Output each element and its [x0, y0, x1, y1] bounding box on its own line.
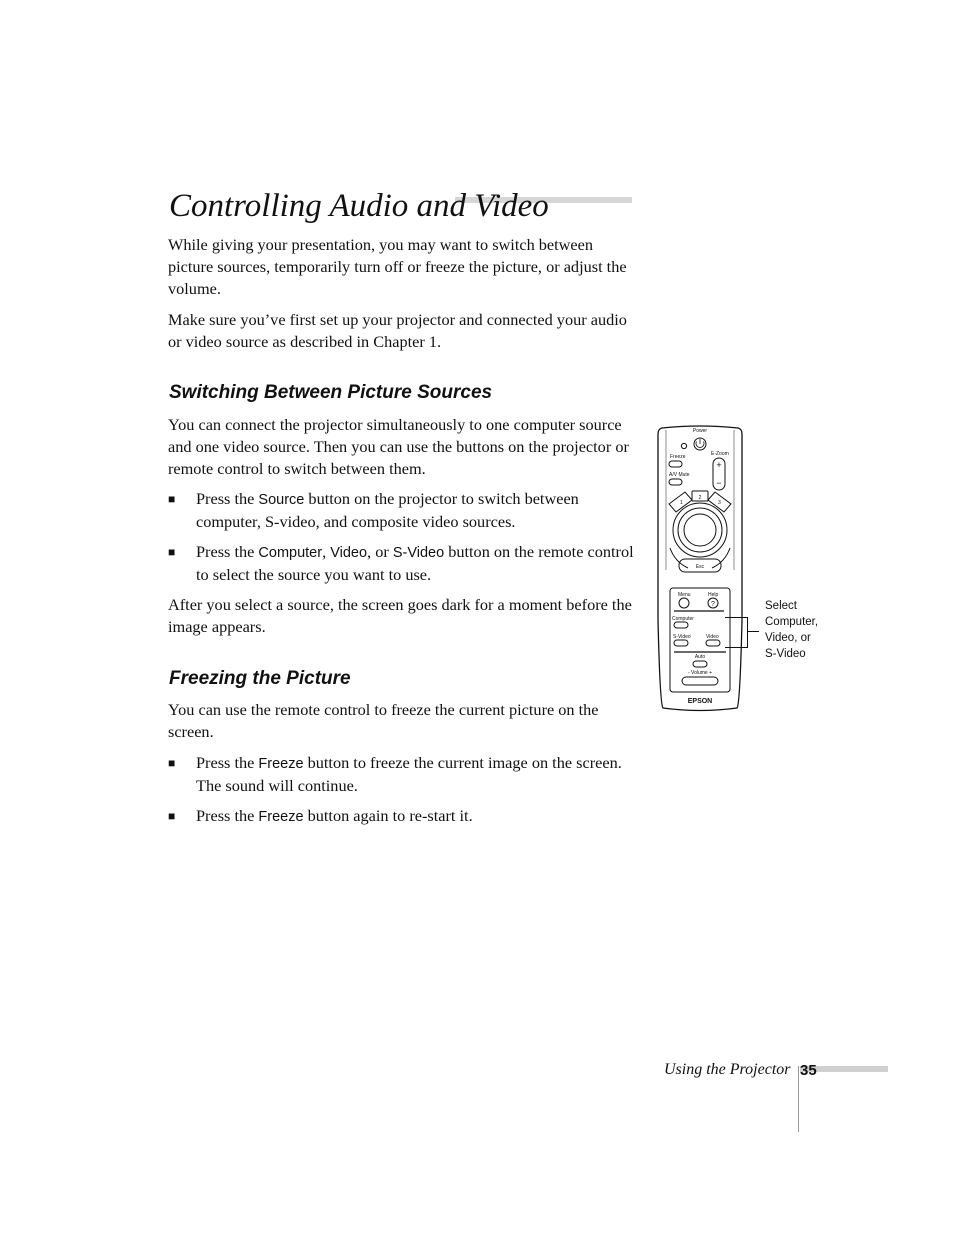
bullet-remote-sources-text: Press the Computer, Video, or S-Video button on the remote control to select the source you want to use. — [196, 542, 634, 584]
svideo-term: S-Video — [392, 545, 445, 561]
epson-logo: EPSON — [687, 698, 713, 705]
page-number: 35 — [800, 1062, 817, 1079]
avmute-button — [669, 479, 682, 485]
esc-label: Esc — [695, 564, 705, 570]
freeze-button — [669, 461, 682, 467]
bullet-square: ■ — [168, 545, 176, 559]
source-term: Source — [258, 492, 305, 508]
switching-intro-paragraph: You can connect the projector simultaneously to one computer source and one video source. Then you can use the buttons on the projector or remote control to switch between them. — [168, 415, 629, 478]
callout-line-2: Computer, — [765, 616, 819, 628]
remote-control-drawing — [650, 420, 850, 720]
pointer-pad-outer — [673, 503, 727, 557]
freeze-term: Freeze — [258, 756, 304, 772]
callout-bracket-top — [725, 617, 747, 618]
zoom-minus-icon: − — [716, 478, 722, 488]
remote-callout — [765, 598, 845, 662]
intro-paragraph-2: Make sure you’ve first set up your projector and connected your audio or video source as described in Chapter 1. — [168, 310, 627, 351]
bullet-freeze-text: Press the Freeze button to freeze the current image on the screen. The sound will continue. — [196, 753, 622, 795]
menu-button — [679, 598, 689, 608]
video-label: Video — [706, 634, 719, 640]
freeze-label: Freeze — [670, 454, 686, 460]
bullet-freeze-again — [168, 805, 638, 828]
freezing-intro-paragraph: You can use the remote control to freeze the current picture on the screen. — [168, 700, 599, 741]
bullet-source — [168, 488, 638, 533]
volume-rocker — [682, 677, 718, 685]
ezoom-label: E-Zoom — [711, 451, 729, 457]
auto-label: Auto — [694, 654, 706, 660]
callout-bracket-spine — [747, 617, 748, 648]
auto-button — [693, 661, 707, 667]
computer-label: Computer — [672, 616, 694, 622]
switching-after-paragraph: After you select a source, the screen goes dark for a moment before the image appears. — [168, 595, 632, 636]
bullet-square: ■ — [168, 492, 176, 506]
section-heading-switching: Switching Between Picture Sources — [169, 382, 493, 403]
bullet-square: ■ — [168, 809, 176, 823]
video-button — [706, 640, 720, 646]
pointer-pad-center — [684, 514, 716, 546]
computer-term: Computer — [258, 545, 323, 561]
zoom-plus-icon: + — [716, 460, 722, 470]
avmute-label: A/V Mute — [669, 472, 690, 478]
callout-line-4: S-Video — [765, 648, 806, 660]
bullet-source-text: Press the Source button on the projector to switch between computer, S-video, and composite video sources. — [196, 489, 579, 531]
bullet-freeze-again-text: Press the Freeze button again to re-start it. — [196, 806, 473, 825]
bullet-remote-sources — [168, 541, 638, 586]
pointer-pad-ring — [678, 508, 722, 552]
volume-label: - Volume + — [687, 670, 713, 676]
help-icon: ? — [711, 601, 715, 608]
remote-control-illustration — [650, 420, 850, 720]
computer-button — [674, 622, 688, 628]
bullet-freeze — [168, 752, 638, 797]
callout-bracket-bottom — [725, 647, 747, 648]
bullet-square: ■ — [168, 756, 176, 770]
svideo-label: S-Video — [673, 634, 691, 640]
freeze-term: Freeze — [258, 809, 304, 825]
menu-label: Menu — [678, 592, 691, 598]
callout-line-3: Video, or — [765, 632, 811, 644]
footer-section-title: Using the Projector — [664, 1061, 791, 1078]
video-term: Video — [330, 545, 368, 561]
intro-paragraph-1: While giving your presentation, you may want to switch between picture sources, temporarily turn off or freeze the picture, or adjust the volume. — [168, 235, 627, 298]
power-icon — [696, 439, 704, 447]
section-heading-freezing: Freezing the Picture — [169, 668, 351, 689]
page-title: Controlling Audio and Video — [169, 188, 549, 224]
help-label: Help — [708, 592, 719, 598]
key-1-label: 1 — [680, 500, 683, 506]
key-3-label: 3 — [718, 500, 721, 506]
key-2-label: 2 — [698, 495, 702, 501]
power-label: Power — [692, 428, 708, 434]
callout-line-1: Select — [765, 600, 797, 612]
footer-divider — [798, 1066, 799, 1132]
svideo-button — [674, 640, 688, 646]
indicator-light — [681, 443, 686, 448]
callout-leader — [747, 631, 759, 632]
